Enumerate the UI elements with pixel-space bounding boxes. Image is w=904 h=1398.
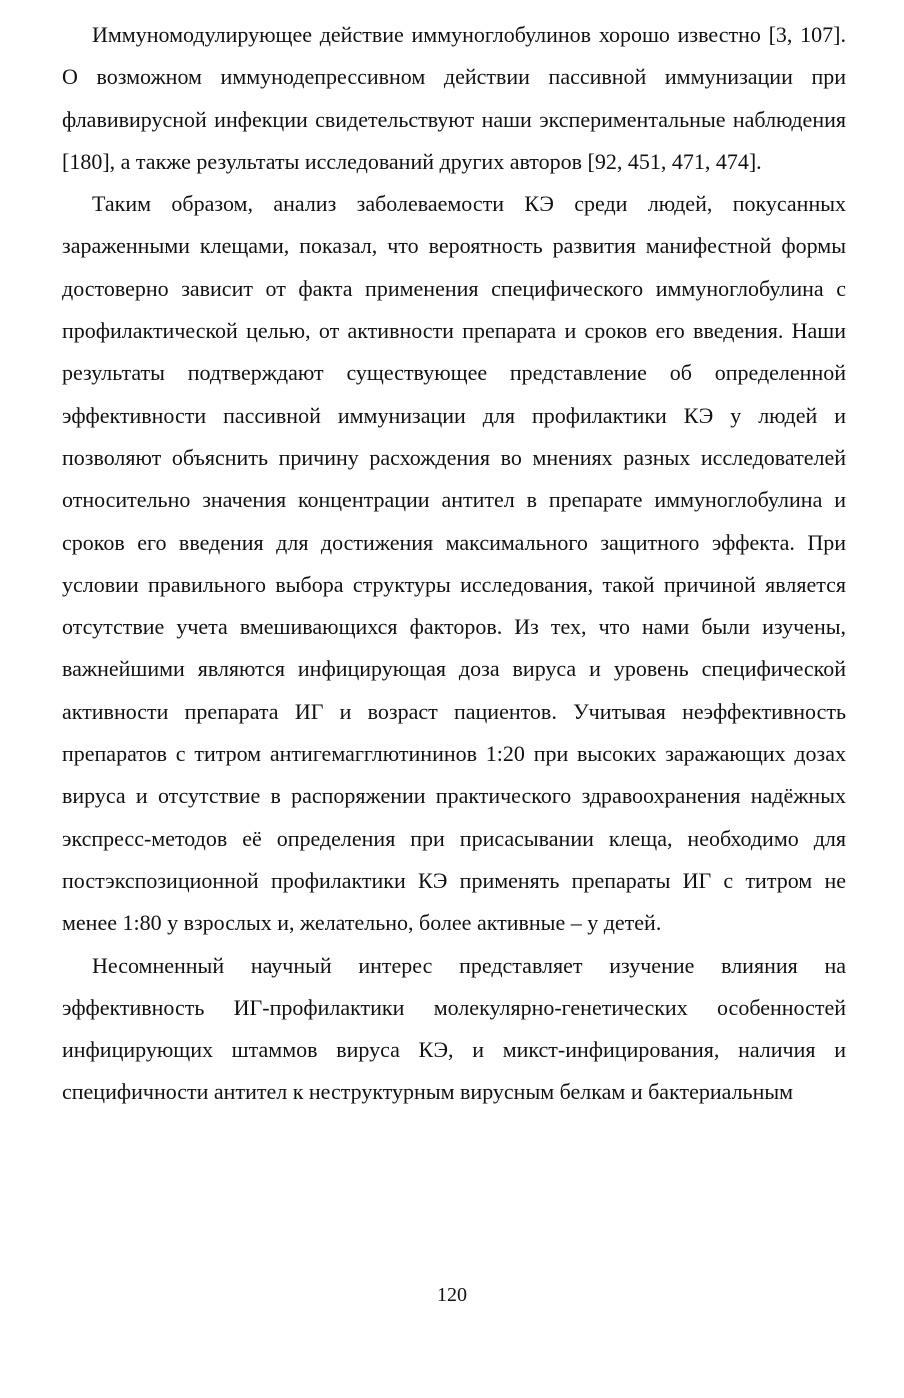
document-body — [62, 14, 846, 1114]
page-number: 120 — [437, 1284, 467, 1306]
paragraph-immunomodulation: Иммуномодулирующее действие иммуноглобулинов хорошо известно [3, 107]. О возможном иммунодепрессивном действии пассивной иммунизации при флавивирусной инфекции свидетельствуют наши экспериментальные наблюдения [180], а также результаты исследований других авторов [92, 451, 471, 474]. — [62, 22, 846, 174]
paragraph-analysis-conclusion: Таким образом, анализ заболеваемости КЭ среди людей, покусанных зараженными клещами, показал, что вероятность развития манифестной формы достоверно зависит от факта применения специфического иммуноглобулина с профилактической целью, от активности препарата и сроков его введения. Наши результаты подтверждают существующее представление об определенной эффективности пассивной иммунизации для профилактики КЭ у людей и позволяют объяснить причину расхождения во мнениях разных исследователей относительно значения концентрации антител в препарате иммуноглобулина и сроков его введения для достижения максимального защитного эффекта. При условии правильного выбора структуры исследования, такой причиной является отсутствие учета вмешивающихся факторов. Из тех, что нами были изучены, важнейшими являются инфицирующая доза вируса и уровень специфической активности препарата ИГ и возраст пациентов. Учитывая неэффективность препаратов с титром антигемагглютининов 1:20 при высоких заражающих дозах вируса и отсутствие в распоряжении практического здравоохранения надёжных экспресс-методов её определения при присасывании клеща, необходимо для постэкспозиционной профилактики КЭ применять препараты ИГ с титром не менее 1:80 у взрослых и, желательно, более активные – у детей. — [62, 191, 846, 936]
paragraph-scientific-interest: Несомненный научный интерес представляет изучение влияния на эффективность ИГ-профилактики молекулярно-генетических особенностей инфицирующих штаммов вируса КЭ, и микст-инфицирования, наличия и специфичности антител к неструктурным вирусным белкам и бактериальным — [62, 952, 846, 1105]
